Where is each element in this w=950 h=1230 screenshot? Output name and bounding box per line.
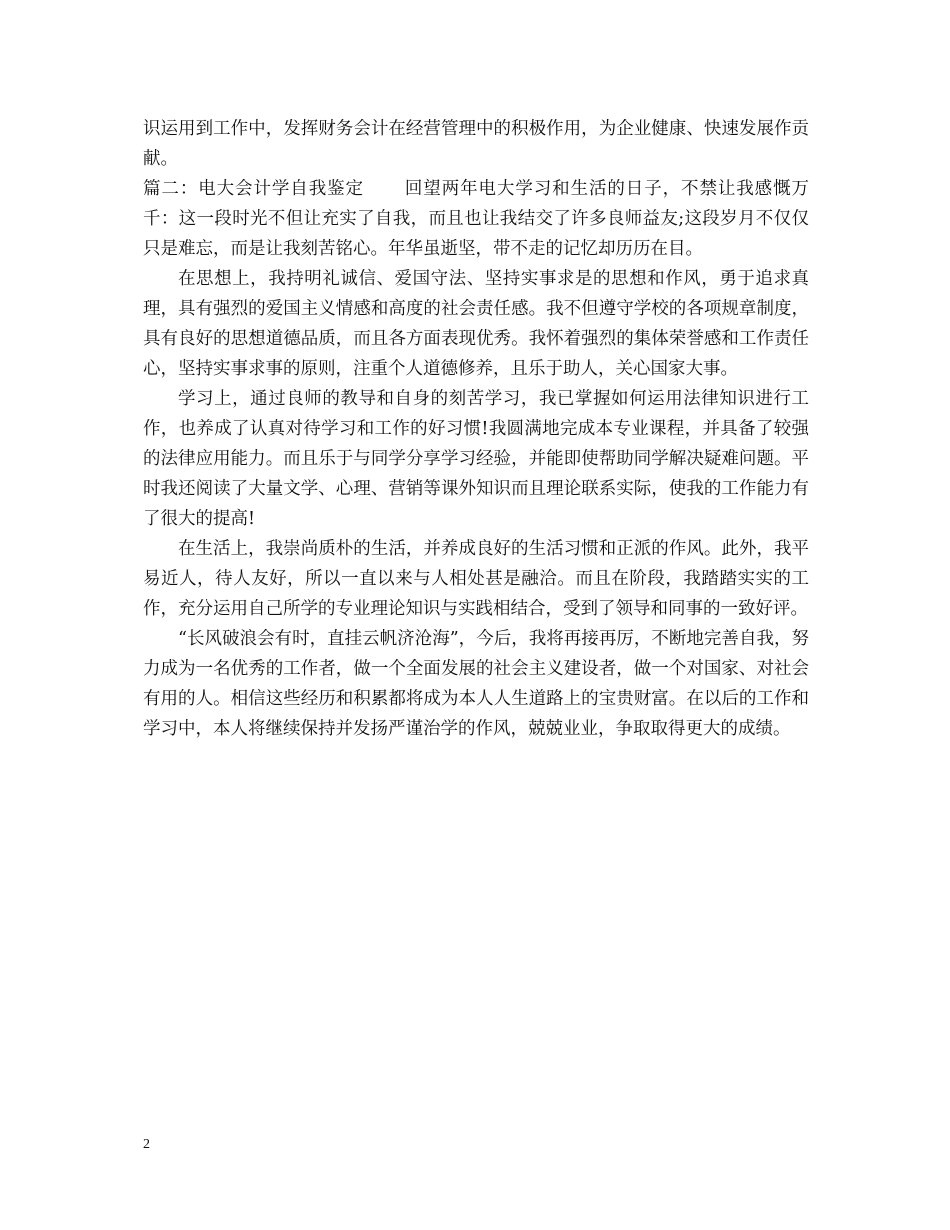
document-body	[143, 114, 809, 744]
paragraph-continuation: 识运用到工作中，发挥财务会计在经营管理中的积极作用，为企业健康、快速发展作贡献。	[143, 119, 809, 169]
paragraph-thought: 在思想上，我持明礼诚信、爱国守法、坚持实事求是的思想和作风，勇于追求真理，具有强烈的爱国主义情感和高度的社会责任感。我不但遵守学校的各项规章制度，具有良好的思想道德品质，而且各方面表现优秀。我怀着强烈的集体荣誉感和工作责任心，坚持实事求事的原则，注重个人道德修养，且乐于助人，关心国家大事。	[143, 269, 809, 379]
paragraph-study: 学习上，通过良师的教导和自身的刻苦学习，我已掌握如何运用法律知识进行工作，也养成了认真对待学习和工作的好习惯!我圆满地完成本专业课程，并具备了较强的法律应用能力。而且乐于与同学分享学习经验，并能即使帮助同学解决疑难问题。平时我还阅读了大量文学、心理、营销等课外知识而且理论联系实际，使我的工作能力有了很大的提高!	[143, 389, 809, 529]
page-number: 2	[143, 1137, 150, 1152]
section-heading: 篇二：电大会计学自我鉴定	[143, 179, 364, 199]
paragraph-future: “长风破浪会有时，直挂云帆济沧海”，今后，我将再接再厉，不断地完善自我，努力成为一名优秀的工作者，做一个全面发展的社会主义建设者，做一个对国家、对社会有用的人。相信这些经历和积累都将成为本人人生道路上的宝贵财富。在以后的工作和学习中，本人将继续保持并发扬严谨治学的作风，兢兢业业，争取取得更大的成绩。	[143, 629, 809, 739]
paragraph-life: 在生活上，我崇尚质朴的生活，并养成良好的生活习惯和正派的作风。此外，我平易近人，待人友好，所以一直以来与人相处甚是融洽。而且在阶段，我踏踏实实的工作，充分运用自己所学的专业理论知识与实践相结合，受到了领导和同事的一致好评。	[143, 539, 809, 619]
section-paragraph	[143, 174, 809, 264]
section-intro-text: 回望两年电大学习和生活的日子，不禁让我感慨万千：这一段时光不但让充实了自我，而且也让我结交了许多良师益友;这段岁月不仅仅只是难忘，而是让我刻苦铭心。年华虽逝坚，带不走的记忆却历历在目。	[143, 179, 810, 259]
